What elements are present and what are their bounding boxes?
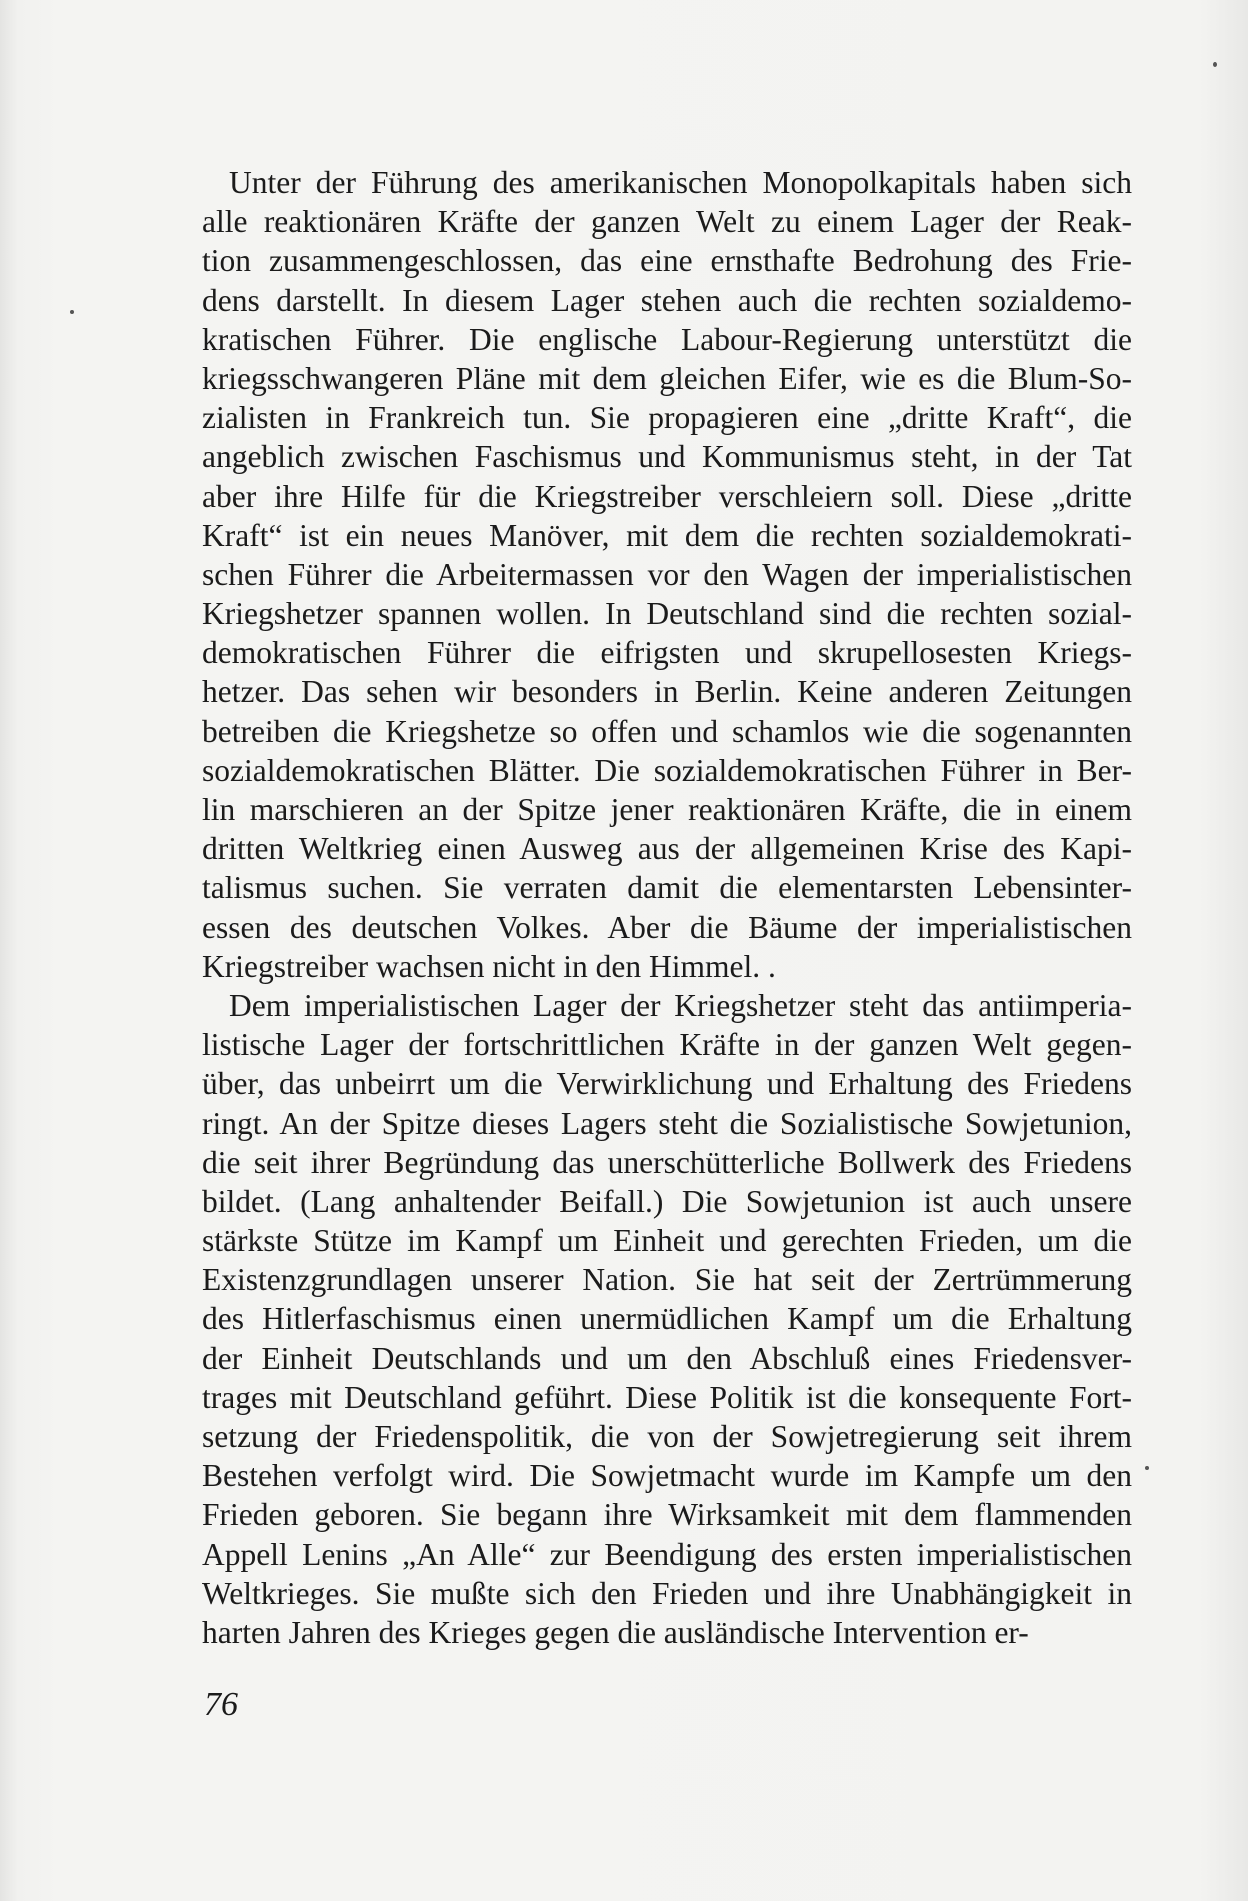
text-line: der Einheit Deutschlands und um den Abschluß eines Friedensver- — [202, 1340, 1132, 1376]
text-line: kriegsschwangeren Pläne mit dem gleichen Eifer, wie es die Blum-So- — [202, 360, 1132, 396]
text-line: ringt. An der Spitze dieses Lagers steht die Sozialistische Sowjetunion, — [202, 1105, 1132, 1141]
text-line: über, das unbeirrt um die Verwirklichung und Erhaltung des Friedens — [202, 1066, 1132, 1102]
ink-speck — [1213, 62, 1217, 67]
text-line: hetzer. Das sehen wir besonders in Berlin. Keine anderen Zeitungen — [202, 674, 1132, 710]
text-line: demokratischen Führer die eifrigsten und skrupellosesten Kriegs- — [202, 635, 1132, 671]
text-line: des Hitlerfaschismus einen unermüdlichen Kampf um die Erhaltung — [202, 1301, 1132, 1337]
text-line: lin marschieren an der Spitze jener reaktionären Kräfte, die in einem — [202, 792, 1132, 827]
text-line: dritten Weltkrieg einen Ausweg aus der allgemeinen Krise des Kapi- — [202, 831, 1132, 867]
text-line: Existenzgrundlagen unserer Nation. Sie hat seit der Zertrümmerung — [202, 1262, 1132, 1298]
paragraph — [202, 163, 1132, 986]
body-text — [202, 163, 1132, 1652]
text-line: schen Führer die Arbeitermassen vor den Wagen der imperialistischen — [202, 556, 1132, 592]
text-line: trages mit Deutschland geführt. Diese Politik ist die konsequente Fort- — [202, 1379, 1132, 1415]
text-line: betreiben die Kriegshetze so offen und schamlos wie die sogenannten — [202, 713, 1132, 749]
text-line: talismus suchen. Sie verraten damit die elementarsten Lebensinter- — [202, 870, 1132, 906]
ink-speck — [1145, 1466, 1149, 1470]
text-line: bildet. (Lang anhaltender Beifall.) Die Sowjetunion ist auch unsere — [202, 1183, 1132, 1219]
text-line: Appell Lenins „An Alle“ zur Beendigung des ersten imperialistischen — [202, 1536, 1132, 1572]
text-line: dens darstellt. In diesem Lager stehen auch die rechten sozialdemo- — [202, 282, 1132, 318]
text-line: sozialdemokratischen Blätter. Die sozialdemokratischen Führer in Ber- — [202, 752, 1132, 788]
text-line: essen des deutschen Volkes. Aber die Bäume der imperialistischen — [202, 909, 1132, 945]
text-line: alle reaktionären Kräfte der ganzen Welt zu einem Lager der Reak- — [202, 204, 1132, 240]
text-line: Frieden geboren. Sie begann ihre Wirksamkeit mit dem flammenden — [202, 1497, 1132, 1533]
text-line: Kriegshetzer spannen wollen. In Deutschland sind die rechten sozial- — [202, 596, 1132, 632]
text-line: angeblich zwischen Faschismus und Kommunismus steht, in der Tat — [202, 439, 1132, 475]
ink-speck — [70, 310, 74, 314]
text-line: Dem imperialistischen Lager der Kriegshetzer steht das antiimperia- — [229, 987, 1132, 1023]
text-line: die seit ihrer Begründung das unerschütterliche Bollwerk des Friedens — [202, 1144, 1132, 1180]
paragraph — [202, 986, 1132, 1652]
text-line: Kraft“ ist ein neues Manöver, mit dem die rechten sozialdemokrati- — [202, 517, 1132, 553]
text-line: stärkste Stütze im Kampf um Einheit und gerechten Frieden, um die — [202, 1223, 1132, 1259]
text-line: Weltkrieges. Sie mußte sich den Frieden und ihre Unabhängigkeit in — [202, 1575, 1132, 1611]
text-line: kratischen Führer. Die englische Labour-Regierung unterstützt die — [202, 321, 1132, 357]
page-number: 76 — [204, 1686, 238, 1723]
text-line: aber ihre Hilfe für die Kriegstreiber verschleiern soll. Diese „dritte — [202, 478, 1132, 514]
text-line: setzung der Friedenspolitik, die von der Sowjetregierung seit ihrem — [202, 1419, 1132, 1454]
text-line: harten Jahren des Krieges gegen die ausländische Intervention er- — [202, 1614, 1029, 1650]
text-line: Bestehen verfolgt wird. Die Sowjetmacht wurde im Kampfe um den — [202, 1458, 1132, 1494]
text-line: Kriegstreiber wachsen nicht in den Himmel. . — [202, 948, 776, 984]
text-line: listische Lager der fortschrittlichen Kräfte in der ganzen Welt gegen- — [202, 1027, 1132, 1063]
text-line: Unter der Führung des amerikanischen Monopolkapitals haben sich — [229, 165, 1132, 200]
text-line: zialisten in Frankreich tun. Sie propagieren eine „dritte Kraft“, die — [202, 400, 1132, 436]
text-line: tion zusammengeschlossen, das eine ernsthafte Bedrohung des Frie- — [202, 243, 1132, 279]
